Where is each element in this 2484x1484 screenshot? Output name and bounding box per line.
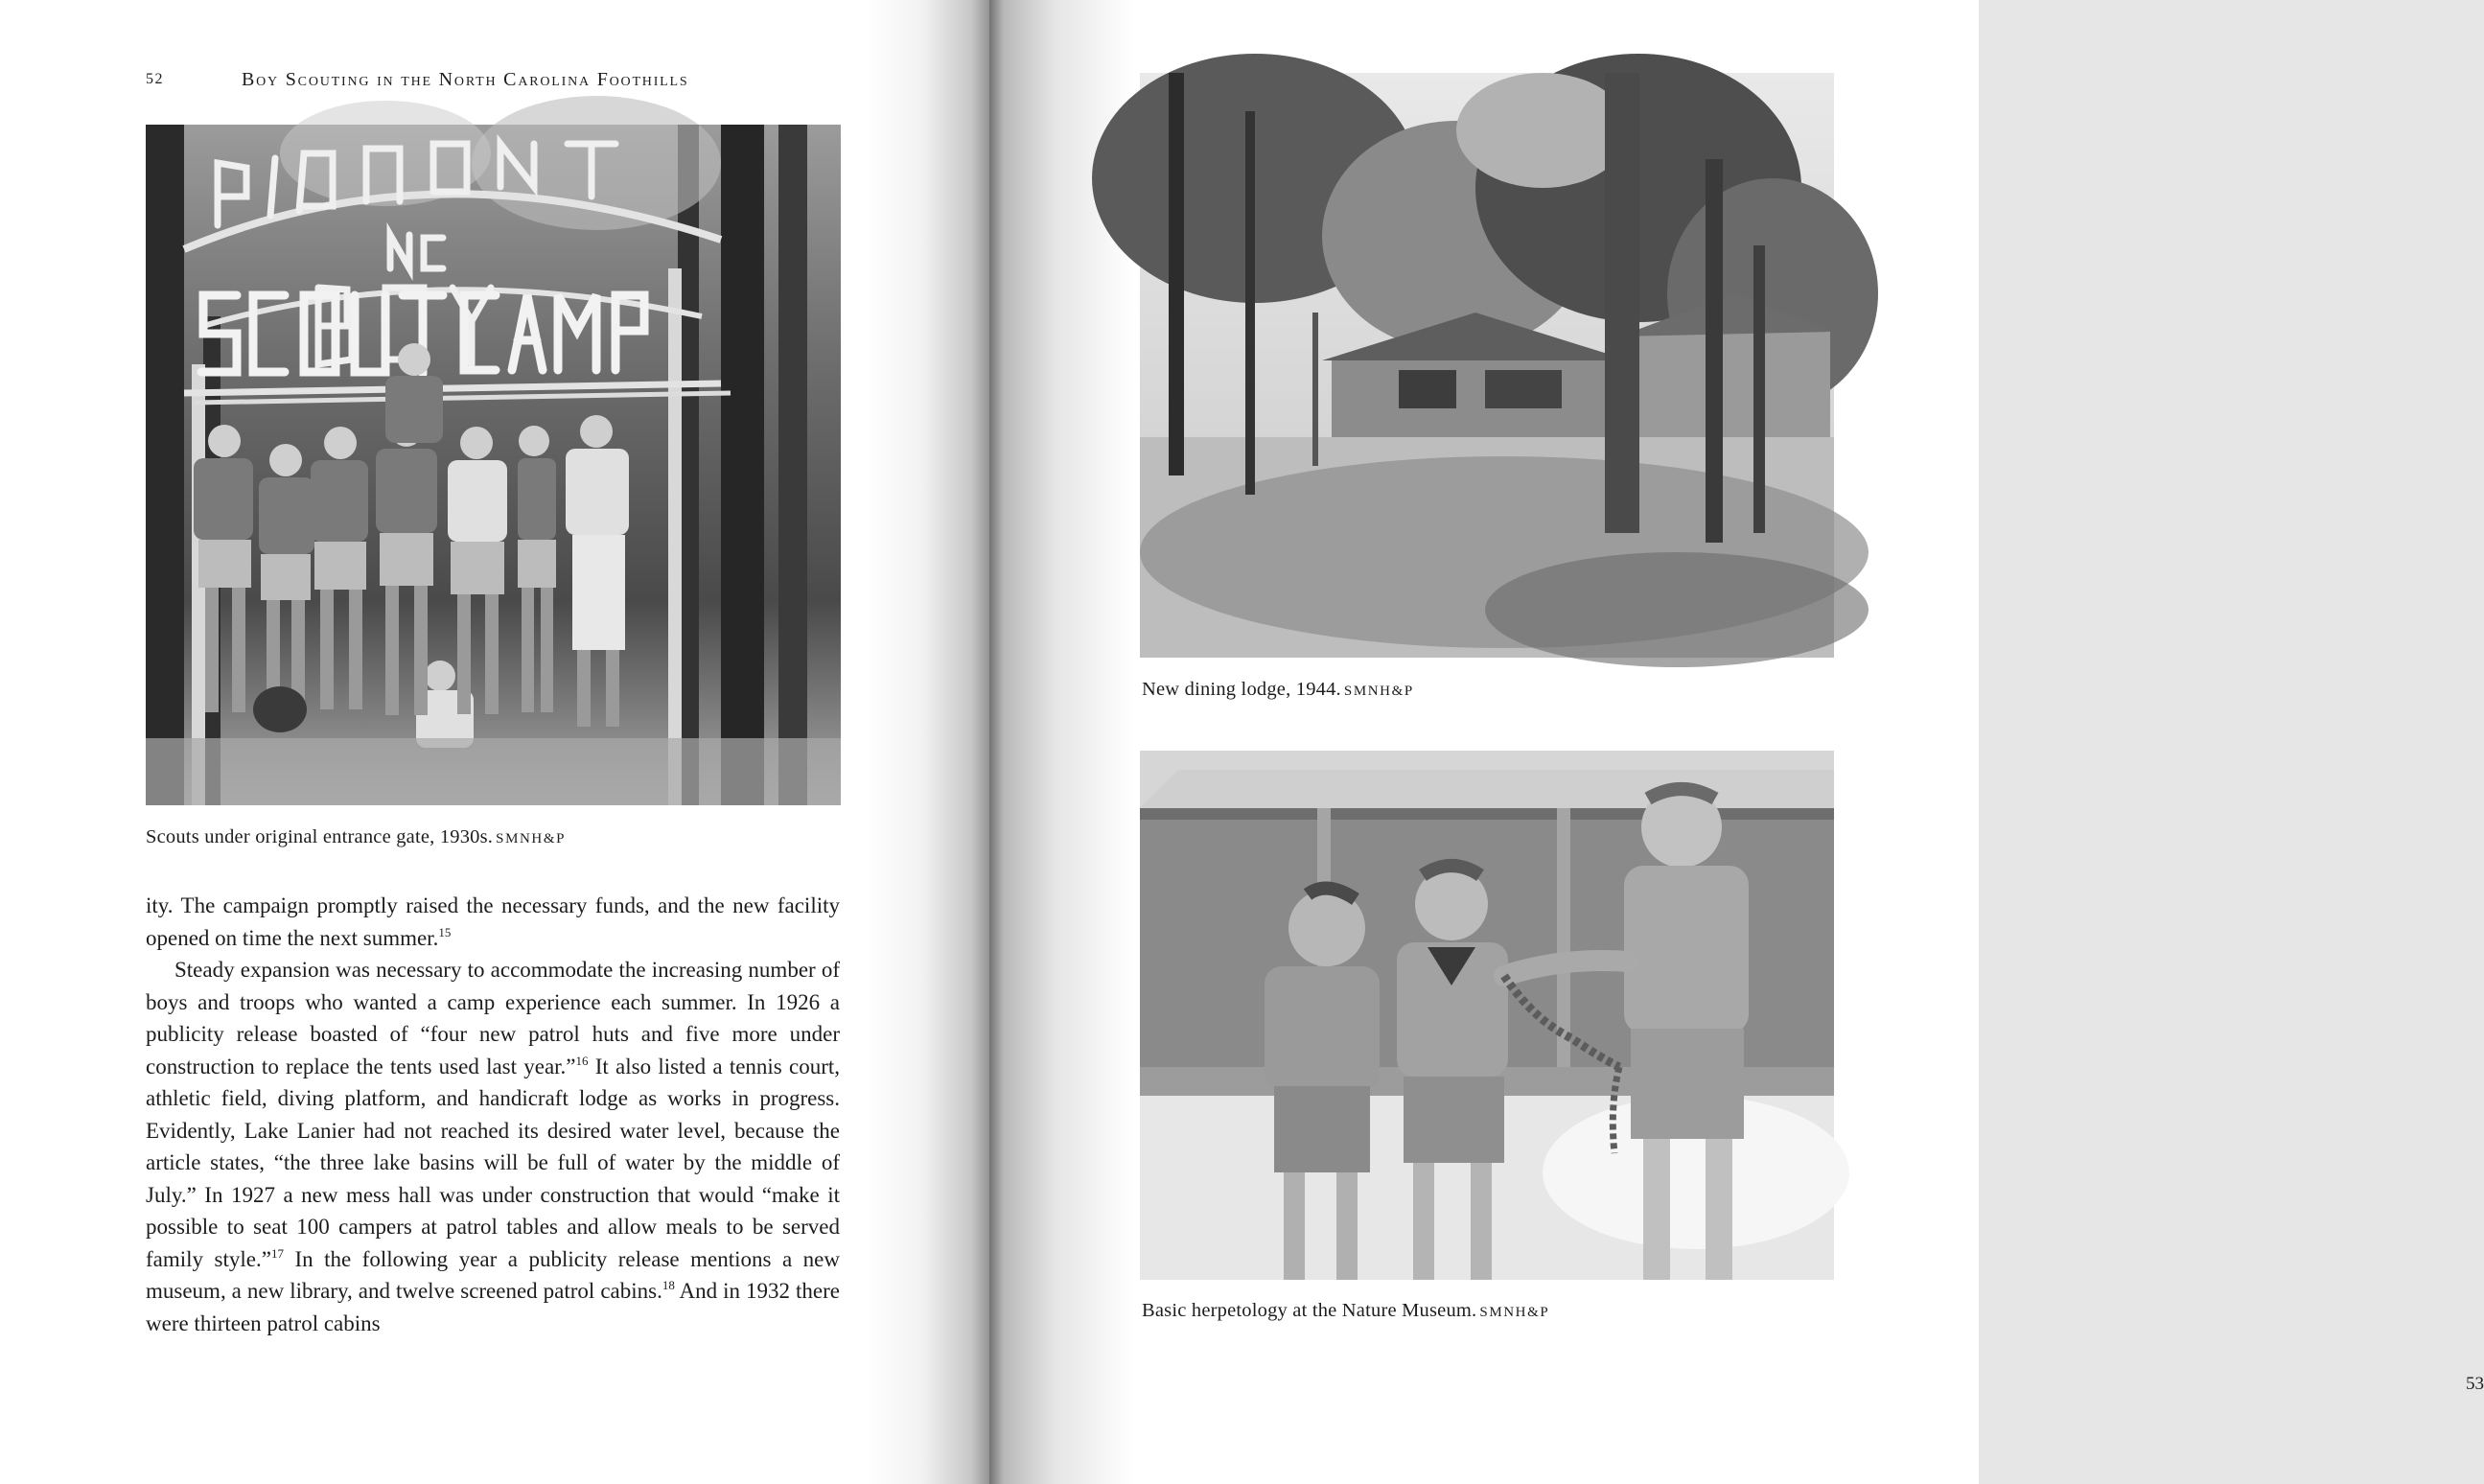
caption-dining-lodge <box>1142 679 1414 701</box>
footnote-ref: 16 <box>575 1053 589 1068</box>
page-number-left: 52 <box>146 71 164 87</box>
body-paragraph <box>146 890 840 954</box>
photo-herpetology <box>1140 751 1834 1280</box>
gutter-shadow-left <box>868 0 989 1484</box>
body-text-run: ity. The campaign promptly raised the necessary funds, and the new facility opened on time the next summer. <box>146 893 840 950</box>
footnote-ref: 18 <box>662 1278 675 1292</box>
photo-credit: SMNH&P <box>1343 684 1414 699</box>
caption-text: Basic herpetology at the Nature Museum. <box>1142 1300 1477 1321</box>
left-page <box>0 0 989 1484</box>
photo-entrance-gate <box>146 125 841 805</box>
caption-herpetology <box>1142 1300 1549 1322</box>
photo-dining-lodge <box>1140 73 1834 658</box>
herpetology-illustration <box>1140 751 1834 1280</box>
body-text-run: And in 1932 there were thirteen patrol cabins <box>146 1279 840 1335</box>
caption-text: Scouts under original entrance gate, 1930s. <box>146 826 494 847</box>
running-title: Boy Scouting in the North Carolina Foothills <box>242 69 689 90</box>
photo-credit: SMNH&P <box>496 831 567 846</box>
body-text-run: Steady expansion was necessary to accommodate the increasing number of boys and troops who wanted a camp experience each summer. In 1926 a publicity release boasted of “four new patrol huts and five more under construction to replace the tents used last year.” <box>146 958 840 1078</box>
dining-lodge-illustration <box>1140 73 1834 658</box>
footnote-ref: 17 <box>270 1245 284 1261</box>
caption-entrance-gate <box>146 826 566 848</box>
caption-text: New dining lodge, 1944. <box>1142 679 1341 700</box>
body-text-run: In the following year a publicity release mentions a new museum, a new library, and twelve screened patrol cabins. <box>146 1246 840 1303</box>
photo-credit: SMNH&P <box>1479 1305 1550 1320</box>
body-paragraph <box>146 954 840 1339</box>
page-number-right: 53 <box>2466 1374 2484 1394</box>
footnote-ref: 15 <box>438 924 452 939</box>
entrance-gate-illustration <box>146 125 841 805</box>
body-text-run: It also listed a tennis court, athletic field, diving platform, and handicraft lodge as works in progress. Evidently, Lake Lanier had not reached its desired water level, because the article states, “the three lake basins will be full of water by the middle of July.” In 1927 a new mess hall was under construction that would “make it possible to seat 100 campers at patrol tables and allow meals to be served family style.” <box>146 1054 840 1271</box>
right-page <box>989 0 2484 1484</box>
body-text <box>146 890 840 1339</box>
